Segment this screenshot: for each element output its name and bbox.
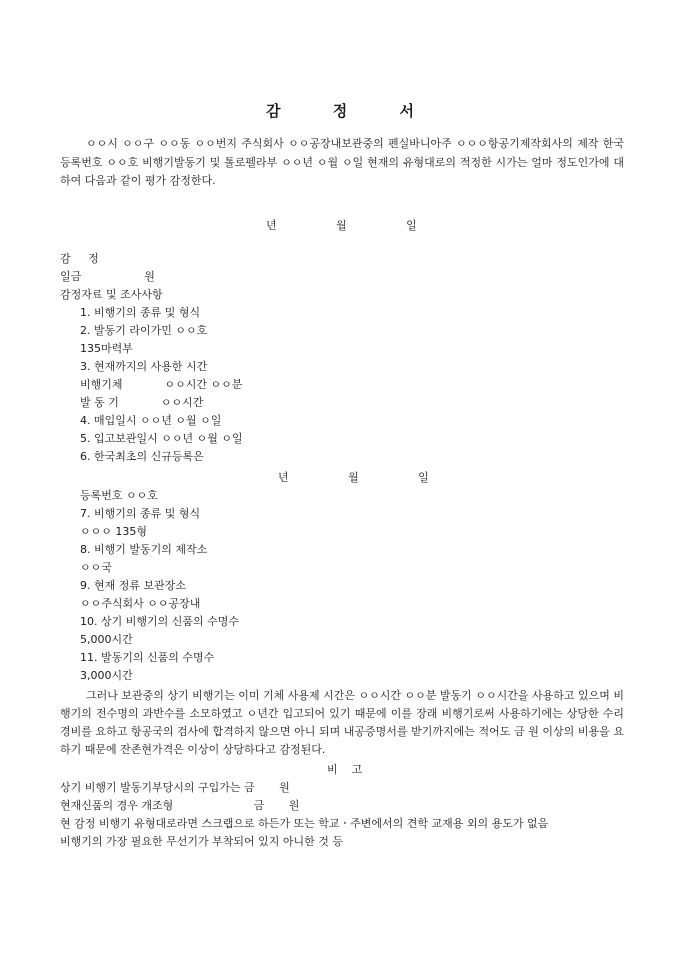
item-line: 발 동 기 ㅇㅇ시간	[80, 396, 204, 409]
materials-heading: 감정자료 및 조사사항	[60, 288, 163, 301]
item-line: 8. 비행기 발동기의 제작소	[80, 543, 208, 556]
item-line: 2. 발동기 라이가민 ㅇㅇ호	[80, 324, 208, 337]
item-line: ㅇㅇ주식회사 ㅇㅇ공장내	[80, 597, 201, 610]
item-line: ㅇㅇㅇ 135형	[80, 525, 147, 538]
item-line: 5,000시간	[80, 633, 133, 646]
item-line: 135마력부	[80, 342, 133, 355]
remark-line: 비행기의 가장 필요한 무선기가 부착되어 있지 아니한 것 등	[60, 835, 343, 848]
item-line: 5. 입고보관일시 ㅇㅇ년 ㅇ월 ㅇ일	[80, 432, 243, 445]
registration-date-line: 년 월 일	[278, 471, 429, 484]
amount-line: 일금 원	[60, 270, 155, 283]
remark-line: 현재신품의 경우 개조형 금 원	[60, 799, 300, 812]
document-title: 감 정 서	[266, 102, 414, 120]
item-line: 비행기체 ㅇㅇ시간 ㅇㅇ분	[80, 378, 243, 391]
intro-paragraph: ㅇㅇ시 ㅇㅇ구 ㅇㅇ동 ㅇㅇ번지 주식회사 ㅇㅇ공장내보관중의 펜실바니아주 ㅇㅇㅇ항공기제작회사의 제작 한국등록번호 ㅇㅇ호 비행기발동기 및 톨로펠라부 ㅇㅇ년 ㅇ월 ㅇ일 현재의 유형대로의 적정한 시가는 얼마 정도인가에 대하여 다음과 같이 평가 감정한다.	[60, 137, 624, 187]
remarks-heading: 비 고	[327, 763, 363, 776]
item-line: 등록번호 ㅇㅇ호	[80, 489, 158, 502]
remark-line: 현 감정 비행기 유형대로라면 스크랩으로 하든가 또는 학교ㆍ주변에서의 견학 교재용 외의 용도가 없음	[60, 817, 549, 830]
item-line: 3. 현재까지의 사용한 시간	[80, 360, 208, 373]
item-line: 9. 현재 정류 보관장소	[80, 579, 186, 592]
item-line: ㅇㅇ국	[80, 561, 112, 574]
item-line: 11. 발동기의 신품의 수명수	[80, 651, 215, 664]
item-line: 4. 매입일시 ㅇㅇ년 ㅇ월 ㅇ일	[80, 414, 222, 427]
remark-line: 상기 비행기 발동기부당시의 구입가는 금 원	[60, 781, 290, 794]
item-line: 7. 비행기의 종류 및 형식	[80, 507, 201, 520]
item-line: 1. 비행기의 종류 및 형식	[80, 306, 201, 319]
item-line: 6. 한국최초의 신규등록은	[80, 450, 204, 463]
item-line: 10. 상기 비행기의 신품의 수명수	[80, 615, 239, 628]
conclusion-paragraph: 그러나 보관중의 상기 비행기는 이미 기체 사용제 시간은 ㅇㅇ시간 ㅇㅇ분 발동기 ㅇㅇ시간을 사용하고 있으며 비행기의 전수명의 과반수를 소모하였고 ㅇ년간 입고되어 있기 때문에 이를 장래 비행기로써 사용하기에는 상당한 수리경비를 요하고 항공국의 검사에 합격하지 않으면 아니 되며 내공증명서를 받기까지에는 적어도 금 원 이상의 비용을 요하기 때문에 잔존현가격은 이상이 상당하다고 감정된다.	[60, 689, 624, 756]
gamjeong-heading: 감 정	[60, 252, 99, 265]
date-line: 년 월 일	[266, 219, 417, 232]
item-line: 3,000시간	[80, 669, 133, 682]
